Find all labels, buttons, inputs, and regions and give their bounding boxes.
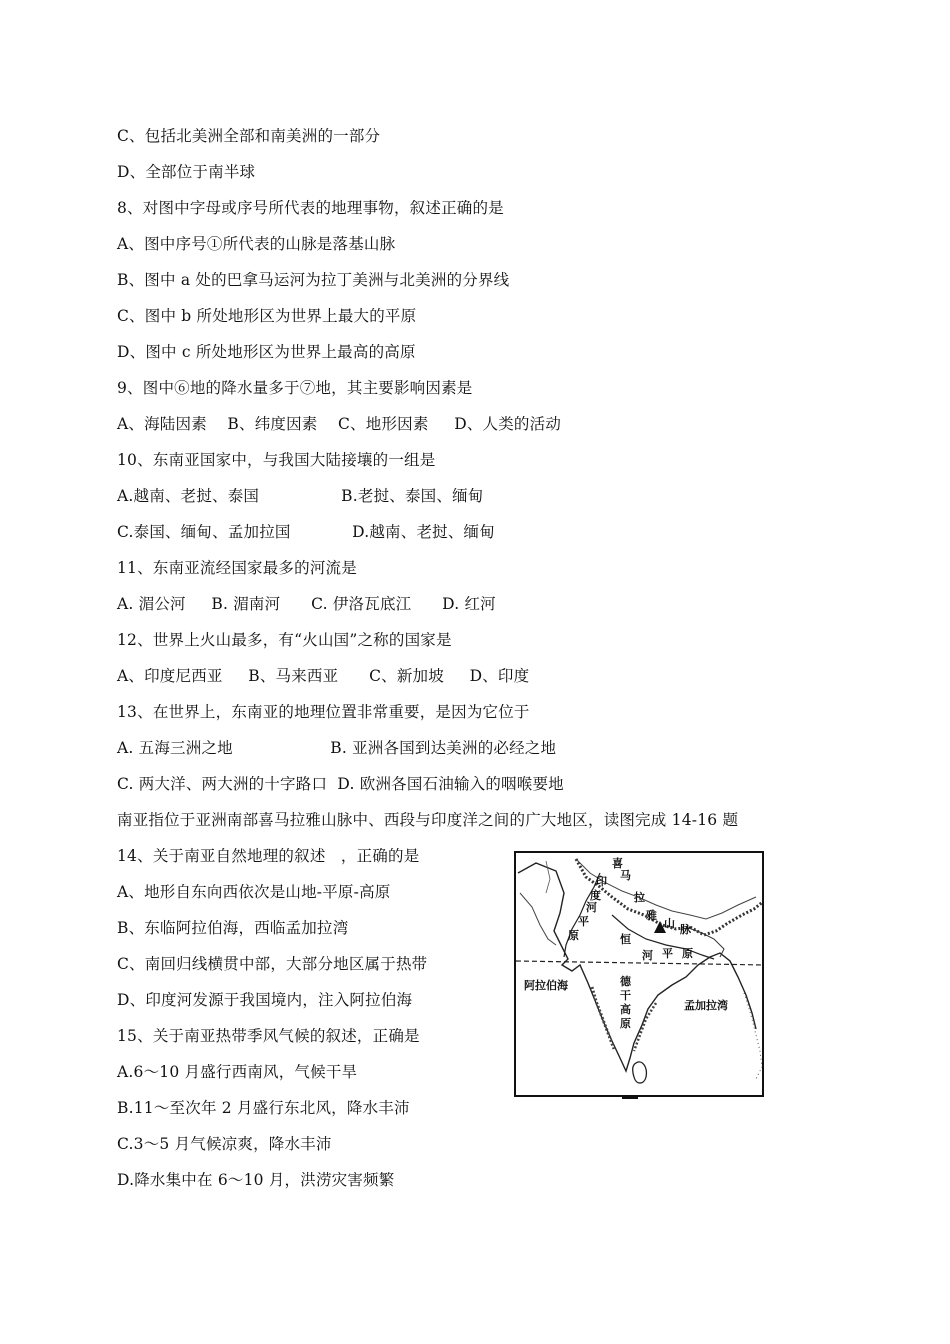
text-line: C、图中 b 所处地形区为世界上最大的平原: [117, 307, 417, 325]
text-line: A、印度尼西亚 B、马来西亚 C、新加坡 D、印度: [117, 667, 530, 685]
text-line: D、印度河发源于我国境内，注入阿拉伯海: [117, 991, 413, 1009]
label-xi: 喜: [612, 857, 623, 870]
label-ping2: 平: [662, 947, 673, 960]
text-line: 8、对图中字母或序号所代表的地理事物，叙述正确的是: [117, 199, 504, 217]
text-line: 15、关于南亚热带季风气候的叙述，正确是: [117, 1027, 420, 1045]
text-line: B、东临阿拉伯海，西临孟加拉湾: [117, 919, 349, 937]
map-caption-mark: [622, 1096, 638, 1099]
sri-lanka-shape: [633, 1062, 647, 1083]
label-shan: 山: [664, 917, 675, 930]
label-ma: 马: [620, 869, 631, 882]
text-line: A、图中序号①所代表的山脉是落基山脉: [117, 235, 396, 253]
label-mai: 脉: [680, 923, 691, 936]
label-shi: 干: [620, 989, 631, 1002]
text-line: A、地形自东向西依次是山地-平原-高原: [117, 883, 391, 901]
text-line: C.泰国、缅甸、孟加拉国 D.越南、老挝、缅甸: [117, 523, 495, 541]
label-he1: 河: [586, 901, 597, 914]
text-line: 11、东南亚流经国家最多的河流是: [117, 559, 357, 577]
label-ya: 雅: [646, 909, 657, 922]
label-he2: 河: [642, 949, 653, 962]
text-line: 南亚指位于亚洲南部喜马拉雅山脉中、西段与印度洋之间的广大地区，读图完成 14-16 题: [117, 811, 739, 829]
text-line: B.11～至次年 2 月盛行东北风，降水丰沛: [117, 1099, 410, 1117]
label-yuan2: 原: [682, 947, 693, 960]
tropic-line: [516, 961, 764, 965]
label-bay-of-bengal: 孟加拉湾: [684, 999, 728, 1012]
label-yin: 印: [596, 875, 607, 888]
text-line: A.越南、老挝、泰国 B.老挝、泰国、缅甸: [117, 487, 484, 505]
label-de: 德: [620, 975, 631, 988]
text-line: C. 两大洋、两大洲的十字路口 D. 欧洲各国石油输入的咽喉要地: [117, 775, 564, 793]
text-line: A.6～10 月盛行西南风，气候干旱: [117, 1063, 358, 1081]
text-line: C、包括北美洲全部和南美洲的一部分: [117, 127, 381, 145]
eastern-ghats: [634, 1003, 656, 1051]
text-line: B、图中 a 处的巴拿马运河为拉丁美洲与北美洲的分界线: [117, 271, 510, 289]
text-line: 12、世界上火山最多，有“火山国”之称的国家是: [117, 631, 452, 649]
label-ping1: 平: [578, 915, 589, 928]
label-gao: 高: [620, 1003, 631, 1016]
text-line: 14、关于南亚自然地理的叙述 ，正确的是: [117, 847, 420, 865]
text-line: A. 湄公河 B. 湄南河 C. 伊洛瓦底江 D. 红河: [117, 595, 496, 613]
label-la: 拉: [634, 891, 645, 904]
text-line: D.降水集中在 6～10 月，洪涝灾害频繁: [117, 1171, 395, 1189]
text-line: C、南回归线横贯中部，大部分地区属于热带: [117, 955, 428, 973]
south-asia-map-graphic: [516, 853, 764, 1097]
text-line: 10、东南亚国家中，与我国大陆接壤的一组是: [117, 451, 436, 469]
south-asia-map: [514, 851, 764, 1097]
text-line: 9、图中⑥地的降水量多于⑦地，其主要影响因素是: [117, 379, 473, 397]
label-du: 度: [590, 889, 601, 902]
text-line: A. 五海三洲之地 B. 亚洲各国到达美洲的必经之地: [117, 739, 557, 757]
label-heng: 恒: [620, 933, 631, 946]
text-line: D、图中 c 所处地形区为世界上最高的高原: [117, 343, 416, 361]
text-line: A、海陆因素 B、纬度因素 C、地形因素 D、人类的活动: [117, 415, 562, 433]
text-line: 13、在世界上，东南亚的地理位置非常重要，是因为它位于: [117, 703, 530, 721]
text-line: C.3～5 月气候凉爽，降水丰沛: [117, 1135, 332, 1153]
text-line: D、全部位于南半球: [117, 163, 256, 181]
label-yuan1: 原: [568, 929, 579, 942]
label-yuan3: 原: [620, 1017, 631, 1030]
label-arabian-sea: 阿拉伯海: [524, 979, 568, 992]
